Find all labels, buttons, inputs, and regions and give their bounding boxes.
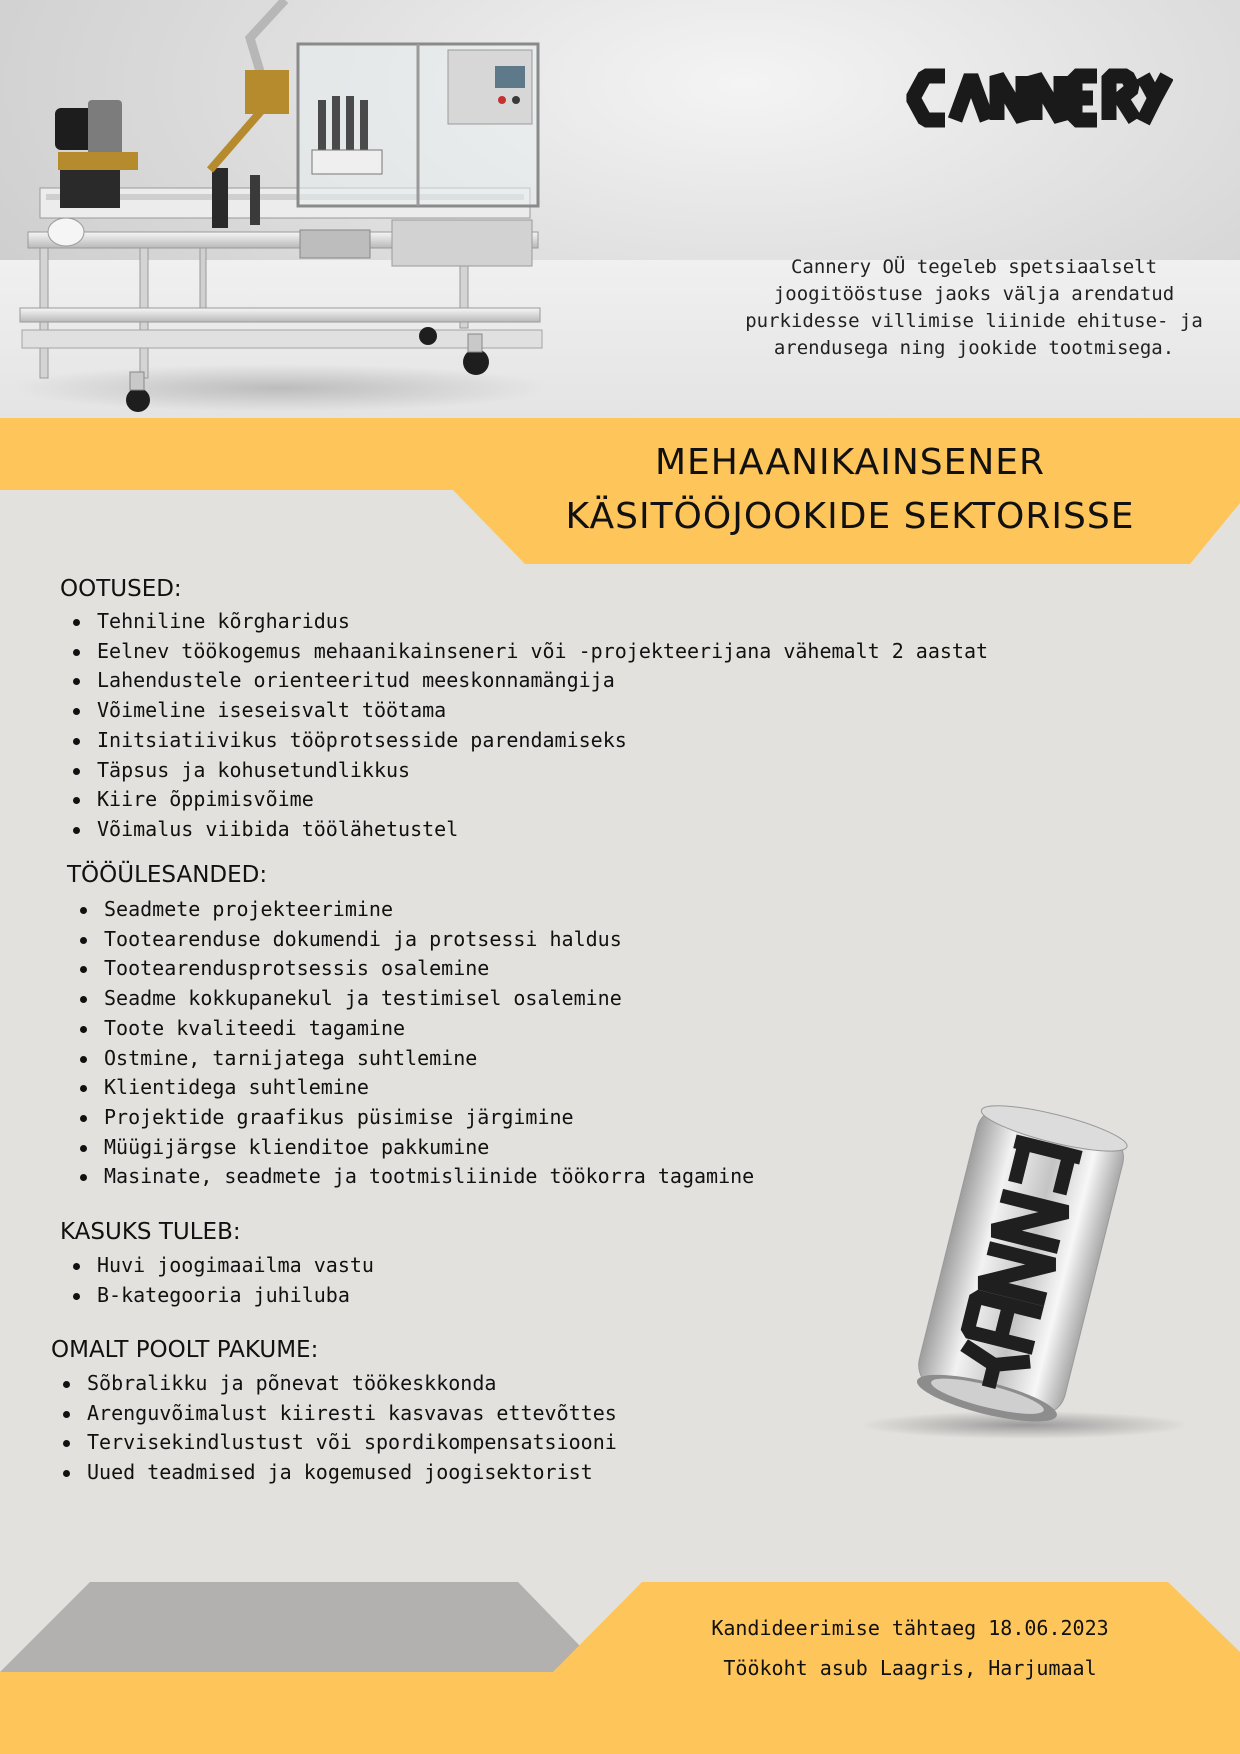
list-item: Tootearendusprotsessis osalemine	[68, 954, 754, 984]
list-item: Seadme kokkupanekul ja testimisel osalemine	[68, 984, 754, 1014]
job-location: Töökoht asub Laagris, Harjumaal	[723, 1656, 1097, 1680]
job-title-line2: KÄSITÖÖJOOKIDE SEKTORISSE	[565, 496, 1135, 537]
duties-list	[68, 895, 754, 1192]
list-item: Tootearenduse dokumendi ja protsessi haldus	[68, 925, 754, 955]
section-heading-duties: TÖÖÜLESANDED:	[67, 862, 268, 888]
list-item: Tervisekindlustust või spordikompensatsiooni	[51, 1428, 617, 1458]
list-item: Võimalus viibida töölähetustel	[61, 815, 988, 845]
company-intro: Cannery OÜ tegeleb spetsiaalselt joogitööstuse jaoks välja arendatud purkidesse villimise liinide ehituse- ja arendusega ning jookide tootmisega.	[745, 256, 1203, 359]
list-item: Võimeline iseseisvalt töötama	[61, 696, 988, 726]
canning-machine-image	[0, 0, 560, 418]
list-item: Tehniline kõrgharidus	[61, 607, 988, 637]
list-item: Masinate, seadmete ja tootmisliinide töökorra tagamine	[68, 1162, 754, 1192]
section-heading-advantages: KASUKS TULEB:	[60, 1219, 241, 1245]
list-item: Huvi joogimaailma vastu	[61, 1251, 374, 1281]
list-item: Lahendustele orienteeritud meeskonnamängija	[61, 666, 988, 696]
list-item: B-kategooria juhiluba	[61, 1281, 374, 1311]
list-item: Projektide graafikus püsimise järgimine	[68, 1103, 754, 1133]
offer-list	[51, 1369, 617, 1488]
list-item: Toote kvaliteedi tagamine	[68, 1014, 754, 1044]
expectations-list	[61, 607, 988, 845]
list-item: Initsiatiivikus tööprotsesside parendamiseks	[61, 726, 988, 756]
list-item: Ostmine, tarnijatega suhtlemine	[68, 1044, 754, 1074]
job-title-line1: MEHAANIKAINSENER	[654, 442, 1046, 483]
list-item: Müügijärgse klienditoe pakkumine	[68, 1133, 754, 1163]
hero-photo	[0, 0, 1240, 418]
cannery-logo	[905, 68, 1173, 128]
list-item: Sõbralikku ja põnevat töökeskkonda	[51, 1369, 617, 1399]
list-item: Arenguvõimalust kiiresti kasvavas ettevõttes	[51, 1399, 617, 1429]
section-heading-offer: OMALT POOLT PAKUME:	[51, 1337, 319, 1363]
list-item: Uued teadmised ja kogemused joogisektorist	[51, 1458, 617, 1488]
application-deadline: Kandideerimise tähtaeg 18.06.2023	[711, 1616, 1109, 1640]
advantages-list	[61, 1251, 374, 1310]
job-title	[500, 436, 1200, 544]
list-item: Täpsus ja kohusetundlikkus	[61, 756, 988, 786]
list-item: Seadmete projekteerimine	[68, 895, 754, 925]
list-item: Eelnev töökogemus mehaanikainseneri või -projekteerijana vähemalt 2 aastat	[61, 637, 988, 667]
section-heading-expectations: OOTUSED:	[60, 576, 182, 602]
cannery-can-image	[845, 1105, 1185, 1440]
list-item: Kiire õppimisvõime	[61, 785, 988, 815]
list-item: Klientidega suhtlemine	[68, 1073, 754, 1103]
